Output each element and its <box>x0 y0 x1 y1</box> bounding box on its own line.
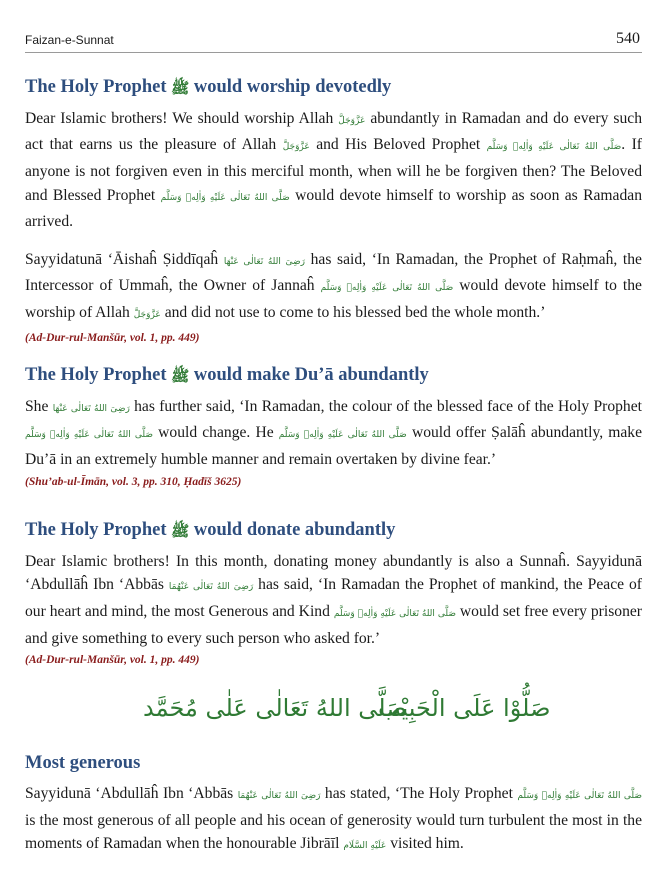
section-donate <box>25 517 642 669</box>
paragraph: Dear Islamic brothers! In this month, donating money abundantly is also a Sunnaĥ. Sayyidunā ‘Abdullāĥ Ibn ‘Abbās رَضِىَ اللهُ تَعَالٰى عَنْهُمَا has said, ‘In Ramadan the Prophet of mankind, the Peace of our heart and mind, the most Generous and Kind صَلَّى اللهُ تَعَالٰى عَلَيْهِ وَاٰلِهٖ وَسَلَّم would set free every prisoner and give something to every such person who asked for.’ <box>25 552 642 647</box>
arabic-honorific: رَضِىَ اللهُ تَعَالٰى عَنْهَا <box>52 403 130 414</box>
reference: (Shu’ab-ul-Īmān, vol. 3, pp. 310, Ḥadīš 3625) <box>25 475 242 488</box>
pbuh-seal-icon: ﷺ <box>171 521 190 540</box>
arabic-honorific: صَلَّى اللهُ تَعَالٰى عَلَيْهِ وَاٰلِهٖ وَسَلَّم <box>160 192 290 203</box>
arabic-honorific: عَزَّوَجَلَّ <box>338 115 366 126</box>
arabic-honorific: رَضِىَ اللهُ تَعَالٰى عَنْهُمَا <box>168 582 254 593</box>
section-heading: Most generous <box>25 753 141 773</box>
paragraph: She رَضِىَ اللهُ تَعَالٰى عَنْهَا has further said, ‘In Ramadan, the colour of the blessed face of the Holy Prophet صَلَّى اللهُ تَعَالٰى عَلَيْهِ وَاٰلِهٖ وَسَلَّم would change. He صَلَّى اللهُ تَعَالٰى عَلَيْهِ وَاٰلِهٖ وَسَلَّم would offer Ṣalāĥ abundantly, make Du’ā in an extremely humble manner and remain overtaken by divine fear.’ <box>25 397 643 468</box>
arabic-honorific: رَضِىَ اللهُ تَعَالٰى عَنْهُمَا <box>237 791 321 801</box>
paragraph: Sayyidatunā ‘Āishaĥ Ṣiddīqaĥ رَضِىَ اللهُ تَعَالٰى عَنْهَا has said, ‘In Ramadan, the Prophet of Raḥmaĥ, the Intercessor of Ummaĥ, the Owner of Jannaĥ صَلَّى اللهُ تَعَالٰى عَلَيْهِ وَاٰلِهٖ وَسَلَّم would devote himself to the worship of Allah عَزَّوَجَلَّ and did not use to come to his blessed bed the whole month.’ <box>25 250 642 321</box>
durood-right: صَلُّوْا عَلَى الْحَبِيْب <box>378 694 551 722</box>
arabic-honorific: صَلَّى اللهُ تَعَالٰى عَلَيْهِ وَاٰلِهٖ وَسَلَّم <box>486 142 622 153</box>
arabic-honorific: عَلَيْهِ السَّلَام <box>343 841 387 852</box>
arabic-honorific: صَلَّى اللهُ تَعَالٰى عَلَيْهِ وَاٰلِهٖ وَسَلَّم <box>278 430 407 441</box>
arabic-honorific: صَلَّى اللهُ تَعَالٰى عَلَيْهِ وَاٰلِهٖ وَسَلَّم <box>517 791 642 801</box>
paragraph: Sayyidunā ‘Abdullāĥ Ibn ‘Abbās رَضِىَ اللهُ تَعَالٰى عَنْهُمَا has stated, ‘The Holy Prophet صَلَّى اللهُ تَعَالٰى عَلَيْهِ وَاٰلِهٖ وَسَلَّم is the most generous of all people and his ocean of generosity would turn turbulent the most in the moments of Ramadan when the honourable Jibrāīl عَلَيْهِ السَّلَام visited him. <box>25 785 642 853</box>
section-dua <box>25 362 642 491</box>
pbuh-seal-icon: ﷺ <box>171 366 190 385</box>
arabic-honorific: صَلَّى اللهُ تَعَالٰى عَلَيْهِ وَاٰلِهٖ وَسَلَّم <box>25 430 154 441</box>
section-heading: The Holy Prophet ﷺ would make Du’ā abundantly <box>25 362 642 389</box>
section-worship <box>25 74 642 347</box>
arabic-honorific: عَزَّوَجَلَّ <box>282 142 310 153</box>
reference: (Ad-Dur-rul-Manšūr, vol. 1, pp. 449) <box>25 654 200 667</box>
paragraph: Dear Islamic brothers! We should worship Allah عَزَّوَجَلَّ abundantly in Ramadan and do every such act that earns us the pleasure of Allah عَزَّوَجَلَّ and His Beloved Prophet صَلَّى اللهُ تَعَالٰى عَلَيْهِ وَاٰلِهٖ وَسَلَّم. If anyone is not forgiven even in this merciful month, when will he be forgiven then? The Beloved and Blessed Prophet صَلَّى اللهُ تَعَالٰى عَلَيْهِ وَاٰلِهٖ وَسَلَّم would devote himself to worship as soon as Ramadan arrived. <box>25 109 642 231</box>
section-heading: The Holy Prophet ﷺ would worship devotedly <box>25 74 642 101</box>
book-title: Faizan-e-Sunnat <box>25 33 114 47</box>
page-number: 540 <box>616 30 640 47</box>
arabic-honorific: صَلَّى اللهُ تَعَالٰى عَلَيْهِ وَاٰلِهٖ وَسَلَّم <box>333 608 456 619</box>
running-header <box>25 30 642 53</box>
section-most-generous <box>25 750 642 859</box>
arabic-honorific: رَضِىَ اللهُ تَعَالٰى عَنْهَا <box>223 256 305 267</box>
durood-line <box>25 690 642 734</box>
durood-left: صَلَّى اللهُ تَعَالٰى عَلٰى مُحَمَّد <box>143 694 407 722</box>
arabic-honorific: صَلَّى اللهُ تَعَالٰى عَلَيْهِ وَاٰلِهٖ وَسَلَّم <box>320 283 454 294</box>
pbuh-seal-icon: ﷺ <box>171 78 190 97</box>
arabic-honorific: عَزَّوَجَلَّ <box>133 309 161 320</box>
reference: (Ad-Dur-rul-Manšūr, vol. 1, pp. 449) <box>25 331 200 344</box>
section-heading: The Holy Prophet ﷺ would donate abundantly <box>25 517 642 544</box>
